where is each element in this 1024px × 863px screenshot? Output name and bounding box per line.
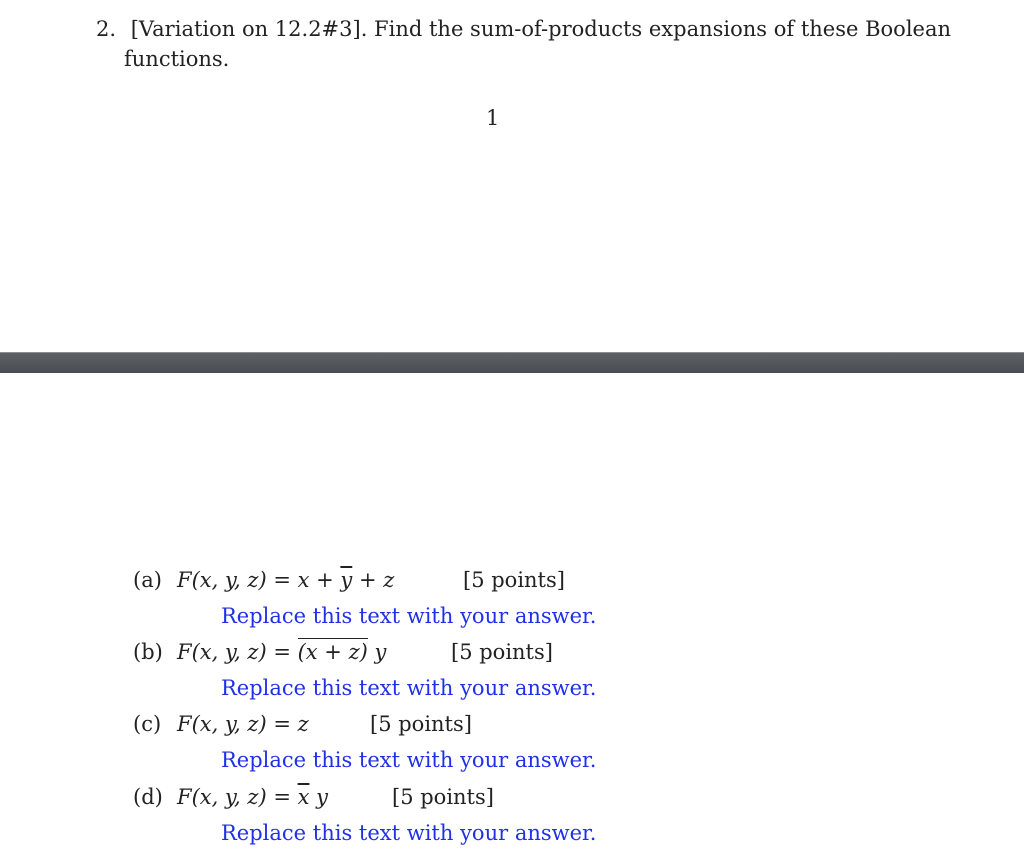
problem-number: 2. bbox=[96, 17, 117, 41]
formula-lhs: F(x, y, z) = bbox=[177, 640, 298, 664]
formula-z: z bbox=[297, 712, 309, 736]
problem-text-line1: [Variation on 12.2#3]. Find the sum-of-products expansions of these Boolean bbox=[130, 17, 952, 41]
page-1 bbox=[0, 0, 1024, 352]
formula-y: y bbox=[309, 785, 328, 809]
formula-c bbox=[177, 709, 309, 739]
answer-d[interactable]: Replace this text with your answer. bbox=[221, 821, 597, 845]
points-b: [5 points] bbox=[451, 640, 553, 664]
part-label: (d) bbox=[133, 785, 163, 809]
formula-a bbox=[177, 565, 394, 595]
formula-lhs: F(x, y, z) = bbox=[177, 568, 298, 592]
page-separator bbox=[0, 352, 1024, 374]
formula-paren-bar: (x + z) bbox=[297, 640, 368, 664]
problem-text-line2: functions. bbox=[124, 47, 230, 71]
points-d: [5 points] bbox=[392, 785, 494, 809]
answer-b[interactable]: Replace this text with your answer. bbox=[221, 676, 597, 700]
answer-c[interactable]: Replace this text with your answer. bbox=[221, 748, 597, 772]
problem-statement bbox=[96, 14, 951, 44]
formula-xbar: $\overline{x}$ bbox=[297, 785, 310, 809]
formula-b bbox=[177, 637, 386, 667]
part-label: (c) bbox=[133, 712, 162, 736]
formula-x: x + bbox=[297, 568, 341, 592]
points-a: [5 points] bbox=[463, 568, 565, 592]
formula-lhs: F(x, y, z) = bbox=[177, 785, 298, 809]
formula-lhs: F(x, y, z) = bbox=[177, 712, 298, 736]
part-label: (a) bbox=[133, 568, 162, 592]
answer-a[interactable]: Replace this text with your answer. bbox=[221, 604, 597, 628]
formula-y: y bbox=[367, 640, 387, 664]
formula-ybar: $\overline{y}$ bbox=[340, 568, 353, 592]
points-c: [5 points] bbox=[370, 712, 472, 736]
part-label: (b) bbox=[133, 640, 163, 664]
page-2 bbox=[0, 373, 1024, 863]
page-number: 1 bbox=[486, 106, 500, 130]
formula-d bbox=[177, 782, 328, 812]
formula-z: + z bbox=[352, 568, 395, 592]
